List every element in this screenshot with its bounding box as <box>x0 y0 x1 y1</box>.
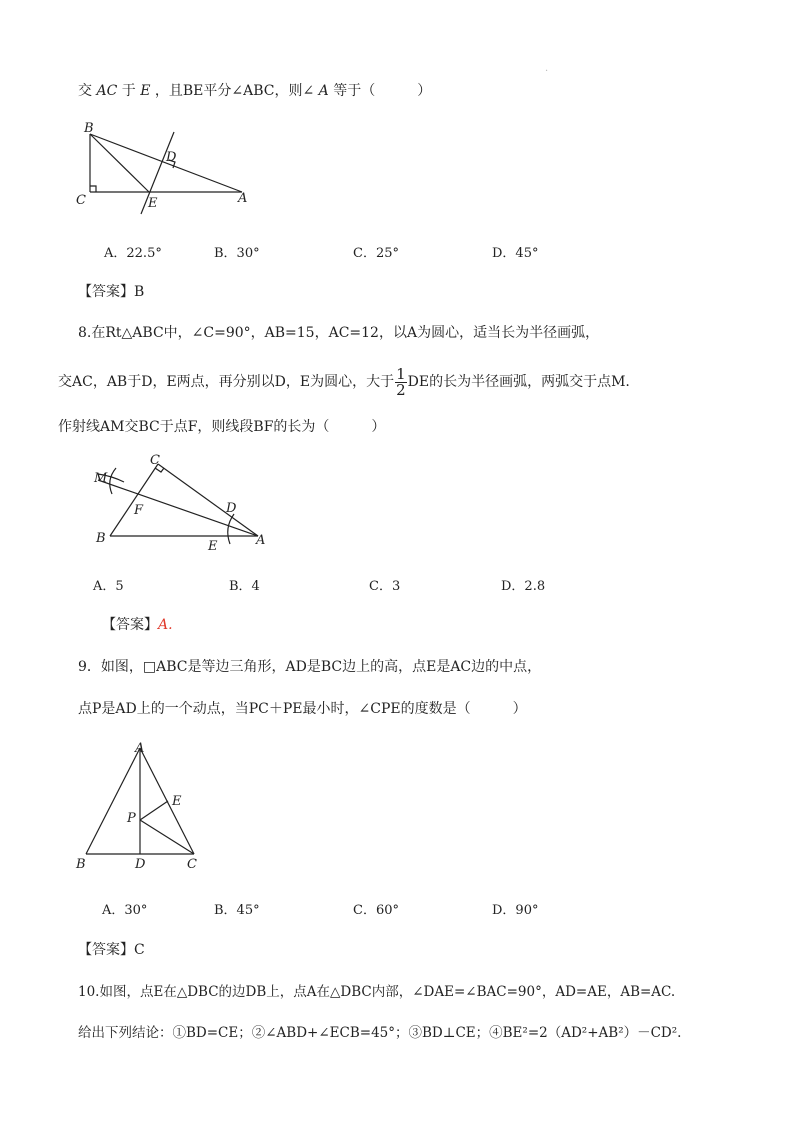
q10-line1: 10.如图，点E在△DBC的边DB上，点A在△DBC内部，∠DAE=∠BAC=90°，AD=AE，AB=AC. <box>78 984 676 1000</box>
q7-option-d: D．45° <box>492 246 539 261</box>
q7-label-b: B <box>84 121 94 136</box>
q9-line1: 9．如图，□ABC是等边三角形，AD是BC边上的高，点E是AC边的中点， <box>78 659 542 675</box>
q7-label-e: E <box>148 196 158 211</box>
q8-figure <box>88 450 278 555</box>
q8-option-b: B．4 <box>229 579 260 594</box>
q9-label-b: B <box>76 857 86 872</box>
q9-figure <box>74 738 214 873</box>
q8-fraction: $\frac{1}{2}$ <box>396 364 406 399</box>
q9-answer: 【答案】C <box>78 942 145 958</box>
q8-line3: 作射线AM交BC于点F，则线段BF的长为（ ） <box>58 419 386 435</box>
q8-line2: 交AC，AB于D，E两点，再分别以D，E为圆心，大于 $\frac{1}{2}$ DE的长为半径画弧，两弧交于点M. <box>58 364 630 399</box>
q9-label-p: P <box>127 811 136 826</box>
q7-stem: 交 AC 于 E ，且BE平分∠ABC，则∠ A 等于（ ） <box>78 83 432 99</box>
q8-option-a: A．5 <box>93 579 124 594</box>
q8-label-c: C <box>150 453 160 468</box>
q9-label-a: A <box>135 741 145 756</box>
q8-line1: 8.在Rt△ABC中，∠C=90°，AB=15，AC=12，以A为圆心，适当长为半径画弧， <box>78 325 600 341</box>
q7-label-c: C <box>76 193 86 208</box>
q9-label-e: E <box>172 794 182 809</box>
q8-option-d: D．2.8 <box>501 579 546 594</box>
q8-label-e: E <box>208 539 218 554</box>
q8-label-a: A <box>256 533 266 548</box>
q8-option-c: C．3 <box>369 579 401 594</box>
q7-figure <box>70 116 270 226</box>
q8-label-f: F <box>134 503 144 518</box>
q9-label-d: D <box>135 857 146 872</box>
q8-answer: 【答案】A. <box>102 617 173 633</box>
q8-label-m: M <box>94 471 108 486</box>
q9-line2: 点P是AD上的一个动点，当PC＋PE最小时，∠CPE的度数是（ ） <box>78 701 527 717</box>
q9-option-c: C．60° <box>353 903 399 918</box>
q9-option-d: D．90° <box>492 903 539 918</box>
q7-option-a: A．22.5° <box>104 246 162 261</box>
q8-label-d: D <box>226 501 237 516</box>
q7-answer: 【答案】B <box>78 284 145 300</box>
q8-label-b: B <box>96 531 106 546</box>
q7-option-c: C．25° <box>353 246 399 261</box>
q9-option-b: B．45° <box>214 903 260 918</box>
q7-option-b: B．30° <box>214 246 260 261</box>
scan-speck: · <box>545 66 549 77</box>
q9-option-a: A．30° <box>102 903 148 918</box>
q9-label-c: C <box>187 857 197 872</box>
q7-label-d: D <box>166 150 177 165</box>
q10-line2: 给出下列结论：①BD=CE；②∠ABD+∠ECB=45°；③BD⊥CE；④BE²=2（AD²+AB²）－CD². <box>78 1025 682 1041</box>
q7-label-a: A <box>238 191 248 206</box>
